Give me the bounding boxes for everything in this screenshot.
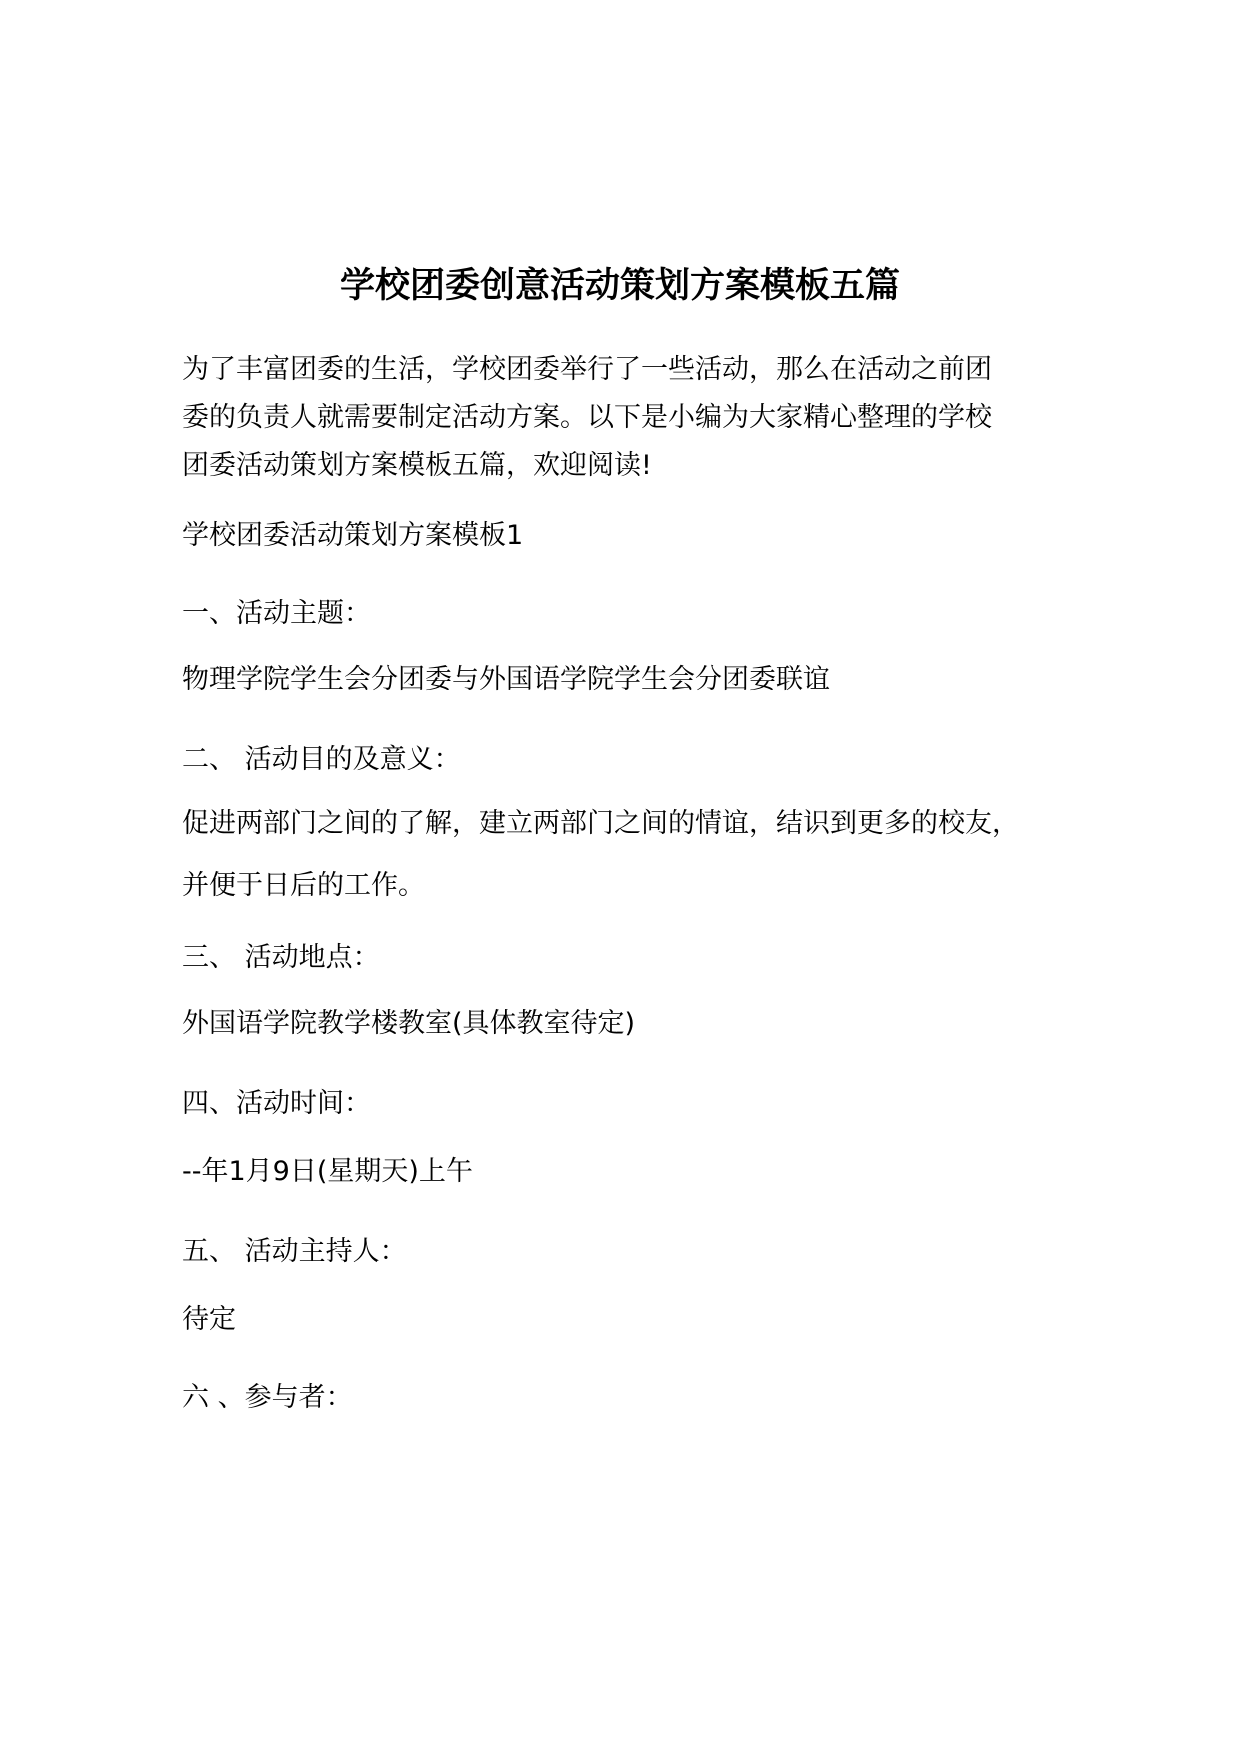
section-2-heading: 二、 活动目的及意义： xyxy=(182,744,461,775)
section-5-heading: 五、 活动主持人： xyxy=(182,1236,407,1267)
section-3-body: 外国语学院教学楼教室(具体教室待定) xyxy=(182,1008,636,1039)
section-6-heading: 六 、参与者： xyxy=(182,1382,353,1413)
section-4-heading: 四、活动时间： xyxy=(182,1088,371,1119)
section-4-body: --年1月9日(星期天)上午 xyxy=(182,1156,473,1187)
template-heading: 学校团委活动策划方案模板1 xyxy=(182,520,524,551)
intro-line-3: 团委活动策划方案模板五篇，欢迎阅读! xyxy=(182,450,652,481)
section-2-body-line-1: 促进两部门之间的了解，建立两部门之间的情谊，结识到更多的校友， xyxy=(182,808,1019,839)
section-3-heading: 三、 活动地点： xyxy=(182,942,380,973)
section-1-body: 物理学院学生会分团委与外国语学院学生会分团委联谊 xyxy=(182,664,830,695)
intro-line-1: 为了丰富团委的生活，学校团委举行了一些活动，那么在活动之前团 xyxy=(182,354,992,385)
section-1-heading: 一、活动主题： xyxy=(182,598,371,629)
document-title: 学校团委创意活动策划方案模板五篇 xyxy=(339,266,900,306)
intro-line-2: 委的负责人就需要制定活动方案。以下是小编为大家精心整理的学校 xyxy=(182,402,992,433)
section-2-body-line-2: 并便于日后的工作。 xyxy=(182,870,425,901)
section-5-body: 待定 xyxy=(182,1304,236,1335)
